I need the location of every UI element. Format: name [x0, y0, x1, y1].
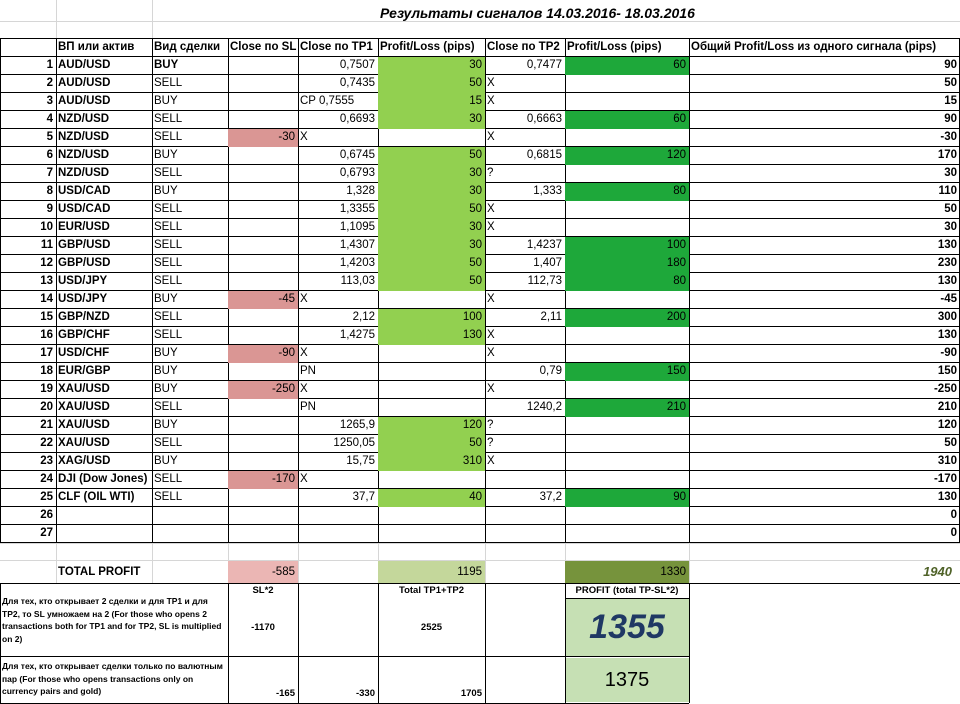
pl1-cell: 15	[469, 95, 482, 107]
sl-cell: -170	[271, 473, 295, 485]
grid-line	[56, 0, 57, 38]
total-cell: 310	[937, 455, 957, 467]
pl1-cell: 50	[469, 203, 482, 215]
total-cell: 230	[937, 257, 957, 269]
asset-cell	[56, 525, 152, 543]
pl2-cell	[565, 165, 689, 183]
row-number: 22	[40, 437, 53, 449]
pl2-cell	[565, 507, 689, 525]
header-sl: Close по SL	[230, 41, 297, 53]
sl-cell	[228, 489, 298, 507]
pl1-cell	[378, 363, 485, 381]
total-cell: -30	[940, 131, 957, 143]
sl-cell	[228, 525, 298, 543]
grid-line	[485, 583, 486, 703]
row-number: 2	[46, 77, 53, 89]
grid-line	[298, 583, 299, 703]
total-cell: -45	[940, 293, 957, 305]
pl2-cell: 80	[673, 275, 686, 287]
total-cell: 130	[937, 239, 957, 251]
tp2-cell: 112,73	[527, 275, 562, 287]
row-number: 14	[40, 293, 53, 305]
row-number: 7	[46, 167, 53, 179]
tp2-cell: 0,6815	[526, 149, 562, 161]
row-number: 15	[40, 311, 53, 323]
asset-cell: XAU/USD	[58, 419, 110, 431]
pl1-cell	[378, 291, 485, 309]
tp2-cell: X	[487, 131, 495, 143]
type-cell: SELL	[154, 239, 183, 251]
tp1-cell: PN	[300, 365, 316, 377]
sl-cell	[228, 507, 298, 525]
tp2-cell: X	[487, 293, 495, 305]
asset-cell: XAU/USD	[58, 401, 110, 413]
type-cell: SELL	[154, 131, 183, 143]
pl2-cell: 150	[666, 365, 686, 377]
tp2-cell: 0,6663	[526, 113, 562, 125]
type-cell: BUY	[154, 185, 178, 197]
tp2-cell: X	[487, 383, 495, 395]
total-cell: 0	[950, 527, 957, 539]
row-number: 24	[40, 473, 53, 485]
sl-cell	[228, 435, 298, 453]
grid-line	[152, 0, 153, 38]
sl-cell: -30	[278, 131, 295, 143]
total-cell: -250	[933, 383, 957, 395]
sl-cell	[228, 165, 298, 183]
tp2-cell	[485, 525, 565, 543]
pl2-cell	[565, 525, 689, 543]
summary-tp-value: 2525	[420, 622, 443, 633]
row-number: 23	[40, 455, 53, 467]
pl1-cell: 50	[469, 77, 482, 89]
grid-line	[0, 543, 960, 544]
header-tp2: Close по TP2	[487, 41, 560, 53]
sl-cell	[228, 363, 298, 381]
type-cell: SELL	[154, 275, 183, 287]
pl2-cell	[565, 93, 689, 111]
summary-sl-value: -1170	[251, 622, 275, 633]
type-cell: SELL	[154, 437, 183, 449]
tp1-cell: CP 0,7555	[300, 95, 355, 107]
row-number: 9	[46, 203, 53, 215]
pl2-cell	[565, 219, 689, 237]
total-cell: 50	[944, 437, 957, 449]
header-tp1: Close по TP1	[300, 41, 373, 53]
grid-line	[298, 560, 299, 583]
pl1-cell	[378, 381, 485, 399]
pl1-cell: 30	[469, 221, 482, 233]
grid-line	[689, 583, 690, 703]
summary-sl-header: SL*2	[252, 585, 274, 596]
tp2-cell: X	[487, 95, 495, 107]
type-cell: BUY	[154, 365, 178, 377]
type-cell: SELL	[154, 473, 183, 485]
tp2-cell: 1,4237	[526, 239, 562, 251]
pl2-cell: 200	[666, 311, 686, 323]
pl2-cell	[565, 129, 689, 147]
asset-cell: XAG/USD	[58, 455, 111, 467]
row-number: 26	[40, 509, 53, 521]
pl1-cell: 30	[469, 113, 482, 125]
pl2-cell	[565, 201, 689, 219]
tp1-cell: 15,75	[346, 455, 375, 467]
row-number: 8	[46, 185, 53, 197]
pl1-cell: 50	[469, 437, 482, 449]
total-cell: -170	[933, 473, 957, 485]
pl2-cell	[565, 453, 689, 471]
pl1-cell	[378, 129, 485, 147]
type-cell	[152, 507, 228, 525]
pl1-cell: 120	[462, 419, 482, 431]
asset-cell: EUR/USD	[58, 221, 110, 233]
tp2-cell: X	[487, 329, 495, 341]
type-cell: BUY	[154, 149, 178, 161]
sl-cell	[228, 309, 298, 327]
row-number: 27	[40, 527, 53, 539]
sl-cell: -90	[278, 347, 295, 359]
sl-cell	[228, 75, 298, 93]
sl-cell	[228, 273, 298, 291]
tp1-cell: 2,12	[352, 311, 375, 323]
tp2-cell: 0,7477	[526, 59, 562, 71]
total-cell: 50	[944, 203, 957, 215]
asset-cell: NZD/USD	[58, 131, 110, 143]
sl-cell	[228, 201, 298, 219]
tp2-cell: 1240,2	[526, 401, 562, 413]
total-cell: 170	[937, 149, 957, 161]
pl1-cell: 50	[469, 257, 482, 269]
asset-cell: USD/CAD	[58, 203, 111, 215]
pl2-cell: 210	[666, 401, 686, 413]
tp1-cell: 0,7435	[339, 77, 375, 89]
total-cell: 90	[944, 59, 957, 71]
grid-line	[228, 583, 229, 703]
total-cell: 120	[937, 419, 957, 431]
tp1-cell: X	[300, 473, 308, 485]
total-profit-label: TOTAL PROFIT	[58, 566, 141, 578]
tp2-cell: 37,2	[539, 491, 562, 503]
tp1-cell	[298, 507, 378, 525]
grid-line	[378, 583, 379, 703]
pl2-cell: 180	[666, 257, 686, 269]
sl-cell	[228, 183, 298, 201]
tp1-cell: X	[300, 383, 308, 395]
asset-cell: NZD/USD	[58, 149, 110, 161]
summary-note-double: Для тех, кто открывает 2 сделки и для TP1 и для TP2, то SL умножаем на 2 (For those who opens 2 transactions both for TP1 and for TP2, SL is multiplied on 2)	[2, 596, 222, 644]
asset-cell: EUR/GBP	[58, 365, 111, 377]
total-cell: 0	[950, 509, 957, 521]
tp1-cell: X	[300, 293, 308, 305]
asset-cell: USD/JPY	[58, 275, 108, 287]
type-cell	[152, 525, 228, 543]
header-total: Общий Profit/Loss из одного сигнала (pips)	[691, 41, 937, 53]
sl-cell	[228, 237, 298, 255]
total-sl: -585	[271, 566, 295, 578]
tp1-cell: 0,6745	[339, 149, 375, 161]
grid-line	[0, 583, 1, 704]
pl1-cell	[378, 525, 485, 543]
row-number: 4	[46, 113, 53, 125]
header-type: Вид сделки	[154, 41, 221, 53]
summary2-profit-value: 1375	[604, 669, 650, 691]
tp2-cell: X	[487, 455, 495, 467]
type-cell: SELL	[154, 491, 183, 503]
sl-cell	[228, 147, 298, 165]
summary-tp-header: Total TP1+TP2	[398, 585, 465, 596]
type-cell: SELL	[154, 167, 183, 179]
tp1-cell: 1,328	[346, 185, 375, 197]
sl-cell	[228, 399, 298, 417]
pl2-cell	[565, 435, 689, 453]
tp2-cell: 1,333	[533, 185, 562, 197]
total-cell: 210	[937, 401, 957, 413]
pl2-cell: 120	[666, 149, 686, 161]
sl-cell	[228, 417, 298, 435]
tp1-cell: 37,7	[352, 491, 375, 503]
tp2-cell: X	[487, 77, 495, 89]
sl-cell	[228, 57, 298, 75]
row-number: 25	[40, 491, 53, 503]
pl2-cell	[565, 75, 689, 93]
total-cell: 150	[937, 365, 957, 377]
row-number: 12	[40, 257, 53, 269]
tp1-cell: 0,6693	[339, 113, 375, 125]
tp2-cell: X	[487, 203, 495, 215]
total-cell: 130	[937, 329, 957, 341]
pl2-cell: 60	[673, 59, 686, 71]
row-number: 21	[40, 419, 53, 431]
total-cell: 110	[938, 185, 957, 197]
asset-cell: GBP/USD	[58, 239, 111, 251]
pl1-cell: 50	[469, 275, 482, 287]
type-cell: BUY	[154, 293, 178, 305]
tp2-cell: 1,407	[533, 257, 562, 269]
pl2-cell	[565, 417, 689, 435]
total-pl2: 1330	[660, 566, 686, 578]
total-cell: 300	[937, 311, 957, 323]
sl-cell	[228, 255, 298, 273]
sl-cell	[228, 111, 298, 129]
tp1-cell: 1,1095	[339, 221, 375, 233]
sl-cell	[228, 93, 298, 111]
tp1-cell: 1,4203	[339, 257, 375, 269]
total-cell: 30	[944, 167, 957, 179]
type-cell: BUY	[154, 383, 178, 395]
pl2-cell: 80	[673, 185, 686, 197]
type-cell: SELL	[154, 203, 183, 215]
summary-profit-value: 1355	[589, 608, 665, 646]
tp2-cell: 0,79	[539, 365, 562, 377]
asset-cell: NZD/USD	[58, 167, 110, 179]
type-cell: SELL	[154, 257, 183, 269]
pl1-cell: 30	[469, 167, 482, 179]
pl1-cell: 30	[469, 59, 482, 71]
pl1-cell: 310	[462, 455, 482, 467]
asset-cell: AUD/USD	[58, 77, 111, 89]
asset-cell: AUD/USD	[58, 95, 111, 107]
asset-cell: USD/JPY	[58, 293, 108, 305]
type-cell: SELL	[154, 113, 183, 125]
row-number: 20	[40, 401, 53, 413]
sl-cell	[228, 219, 298, 237]
total-pl1: 1195	[457, 566, 482, 578]
sl-cell: -250	[271, 383, 295, 395]
total-cell: 130	[937, 491, 957, 503]
tp1-cell: X	[300, 131, 308, 143]
summary2-sl-value: -165	[275, 688, 295, 699]
pl1-cell	[378, 345, 485, 363]
asset-cell: XAU/USD	[58, 437, 110, 449]
pl1-cell: 30	[469, 185, 482, 197]
grid-line	[485, 560, 486, 583]
row-number: 18	[40, 365, 53, 377]
tp1-cell: 1,4275	[339, 329, 375, 341]
type-cell: SELL	[154, 401, 183, 413]
type-cell: BUY	[154, 347, 178, 359]
tp2-cell: ?	[487, 419, 494, 431]
type-cell: BUY	[154, 455, 178, 467]
grid-line	[0, 656, 689, 657]
tp1-cell: 1265,9	[339, 419, 375, 431]
summary-profit-header: PROFIT (total TP-SL*2)	[575, 585, 679, 596]
type-cell: BUY	[154, 59, 179, 71]
pl1-cell: 100	[462, 311, 482, 323]
row-number: 3	[46, 95, 53, 107]
row-number: 11	[40, 239, 53, 251]
asset-cell: GBP/CHF	[58, 329, 110, 341]
row-number: 6	[46, 149, 53, 161]
pl2-cell	[565, 471, 689, 489]
summary2-tp-value: 1705	[460, 688, 482, 699]
pl2-cell	[565, 381, 689, 399]
pl1-cell: 50	[469, 149, 482, 161]
tp1-cell: 1,3355	[339, 203, 375, 215]
header-asset: ВП или актив	[58, 41, 135, 53]
pl2-cell	[565, 291, 689, 309]
asset-cell: NZD/USD	[58, 113, 110, 125]
pl2-cell: 100	[666, 239, 686, 251]
tp1-cell: PN	[300, 401, 316, 413]
pl1-cell	[378, 399, 485, 417]
pl2-cell: 60	[673, 113, 686, 125]
tp2-cell: ?	[487, 167, 494, 179]
row-number: 13	[40, 275, 53, 287]
row-number: 16	[40, 329, 53, 341]
row-number: 17	[40, 347, 53, 359]
tp2-cell: 2,11	[540, 311, 562, 323]
tp2-cell: ?	[487, 437, 494, 449]
asset-cell: USD/CAD	[58, 185, 111, 197]
asset-cell: CLF (OIL WTI)	[58, 491, 135, 503]
tp1-cell: 0,7507	[339, 59, 375, 71]
asset-cell: USD/CHF	[58, 347, 110, 359]
tp2-cell: X	[487, 221, 495, 233]
pl1-cell: 30	[469, 239, 482, 251]
type-cell: SELL	[154, 329, 183, 341]
row-number: 19	[40, 383, 53, 395]
pl2-cell	[565, 327, 689, 345]
row-number: 10	[40, 221, 53, 233]
total-cell: 50	[944, 77, 957, 89]
tp2-cell	[485, 471, 565, 489]
total-cell: 15	[944, 95, 957, 107]
asset-cell	[56, 507, 152, 525]
pl2-cell: 90	[673, 491, 686, 503]
row-number: 5	[46, 131, 53, 143]
header-pl1: Profit/Loss (pips)	[380, 41, 475, 53]
tp2-cell	[485, 507, 565, 525]
tp1-cell: 1,4307	[339, 239, 375, 251]
summary2-tp1-value: -330	[355, 688, 375, 699]
total-cell: -90	[940, 347, 957, 359]
sl-cell: -45	[278, 293, 295, 305]
pl1-cell	[378, 471, 485, 489]
total-all: 1940	[923, 564, 952, 579]
summary-note-currency: Для тех, кто открывает сделки только по валютным пар (For those who opens transactions only on currency pairs and gold)	[2, 661, 223, 696]
sl-cell	[228, 327, 298, 345]
pl2-cell	[565, 345, 689, 363]
row-number: 1	[46, 59, 53, 71]
asset-cell: GBP/USD	[58, 257, 111, 269]
type-cell: SELL	[154, 77, 183, 89]
tp1-cell: 1250,05	[333, 437, 375, 449]
pl1-cell: 40	[469, 491, 482, 503]
tp1-cell: 0,6793	[339, 167, 375, 179]
page-title: Результаты сигналов 14.03.2016- 18.03.2016	[380, 5, 695, 21]
tp1-cell	[298, 525, 378, 543]
pl1-cell: 130	[462, 329, 482, 341]
total-cell: 90	[944, 113, 957, 125]
type-cell: BUY	[154, 95, 178, 107]
tp1-cell: X	[300, 347, 308, 359]
asset-cell: GBP/NZD	[58, 311, 110, 323]
pl1-cell	[378, 507, 485, 525]
tp1-cell: 113,03	[340, 275, 375, 287]
total-cell: 130	[937, 275, 957, 287]
tp2-cell: X	[487, 347, 495, 359]
type-cell: SELL	[154, 221, 183, 233]
header-pl2: Profit/Loss (pips)	[567, 41, 662, 53]
type-cell: BUY	[154, 419, 178, 431]
sl-cell	[228, 453, 298, 471]
total-cell: 30	[944, 221, 957, 233]
asset-cell: DJI (Dow Jones)	[58, 473, 148, 485]
type-cell: SELL	[154, 311, 183, 323]
asset-cell: XAU/USD	[58, 383, 110, 395]
asset-cell: AUD/USD	[58, 59, 111, 71]
